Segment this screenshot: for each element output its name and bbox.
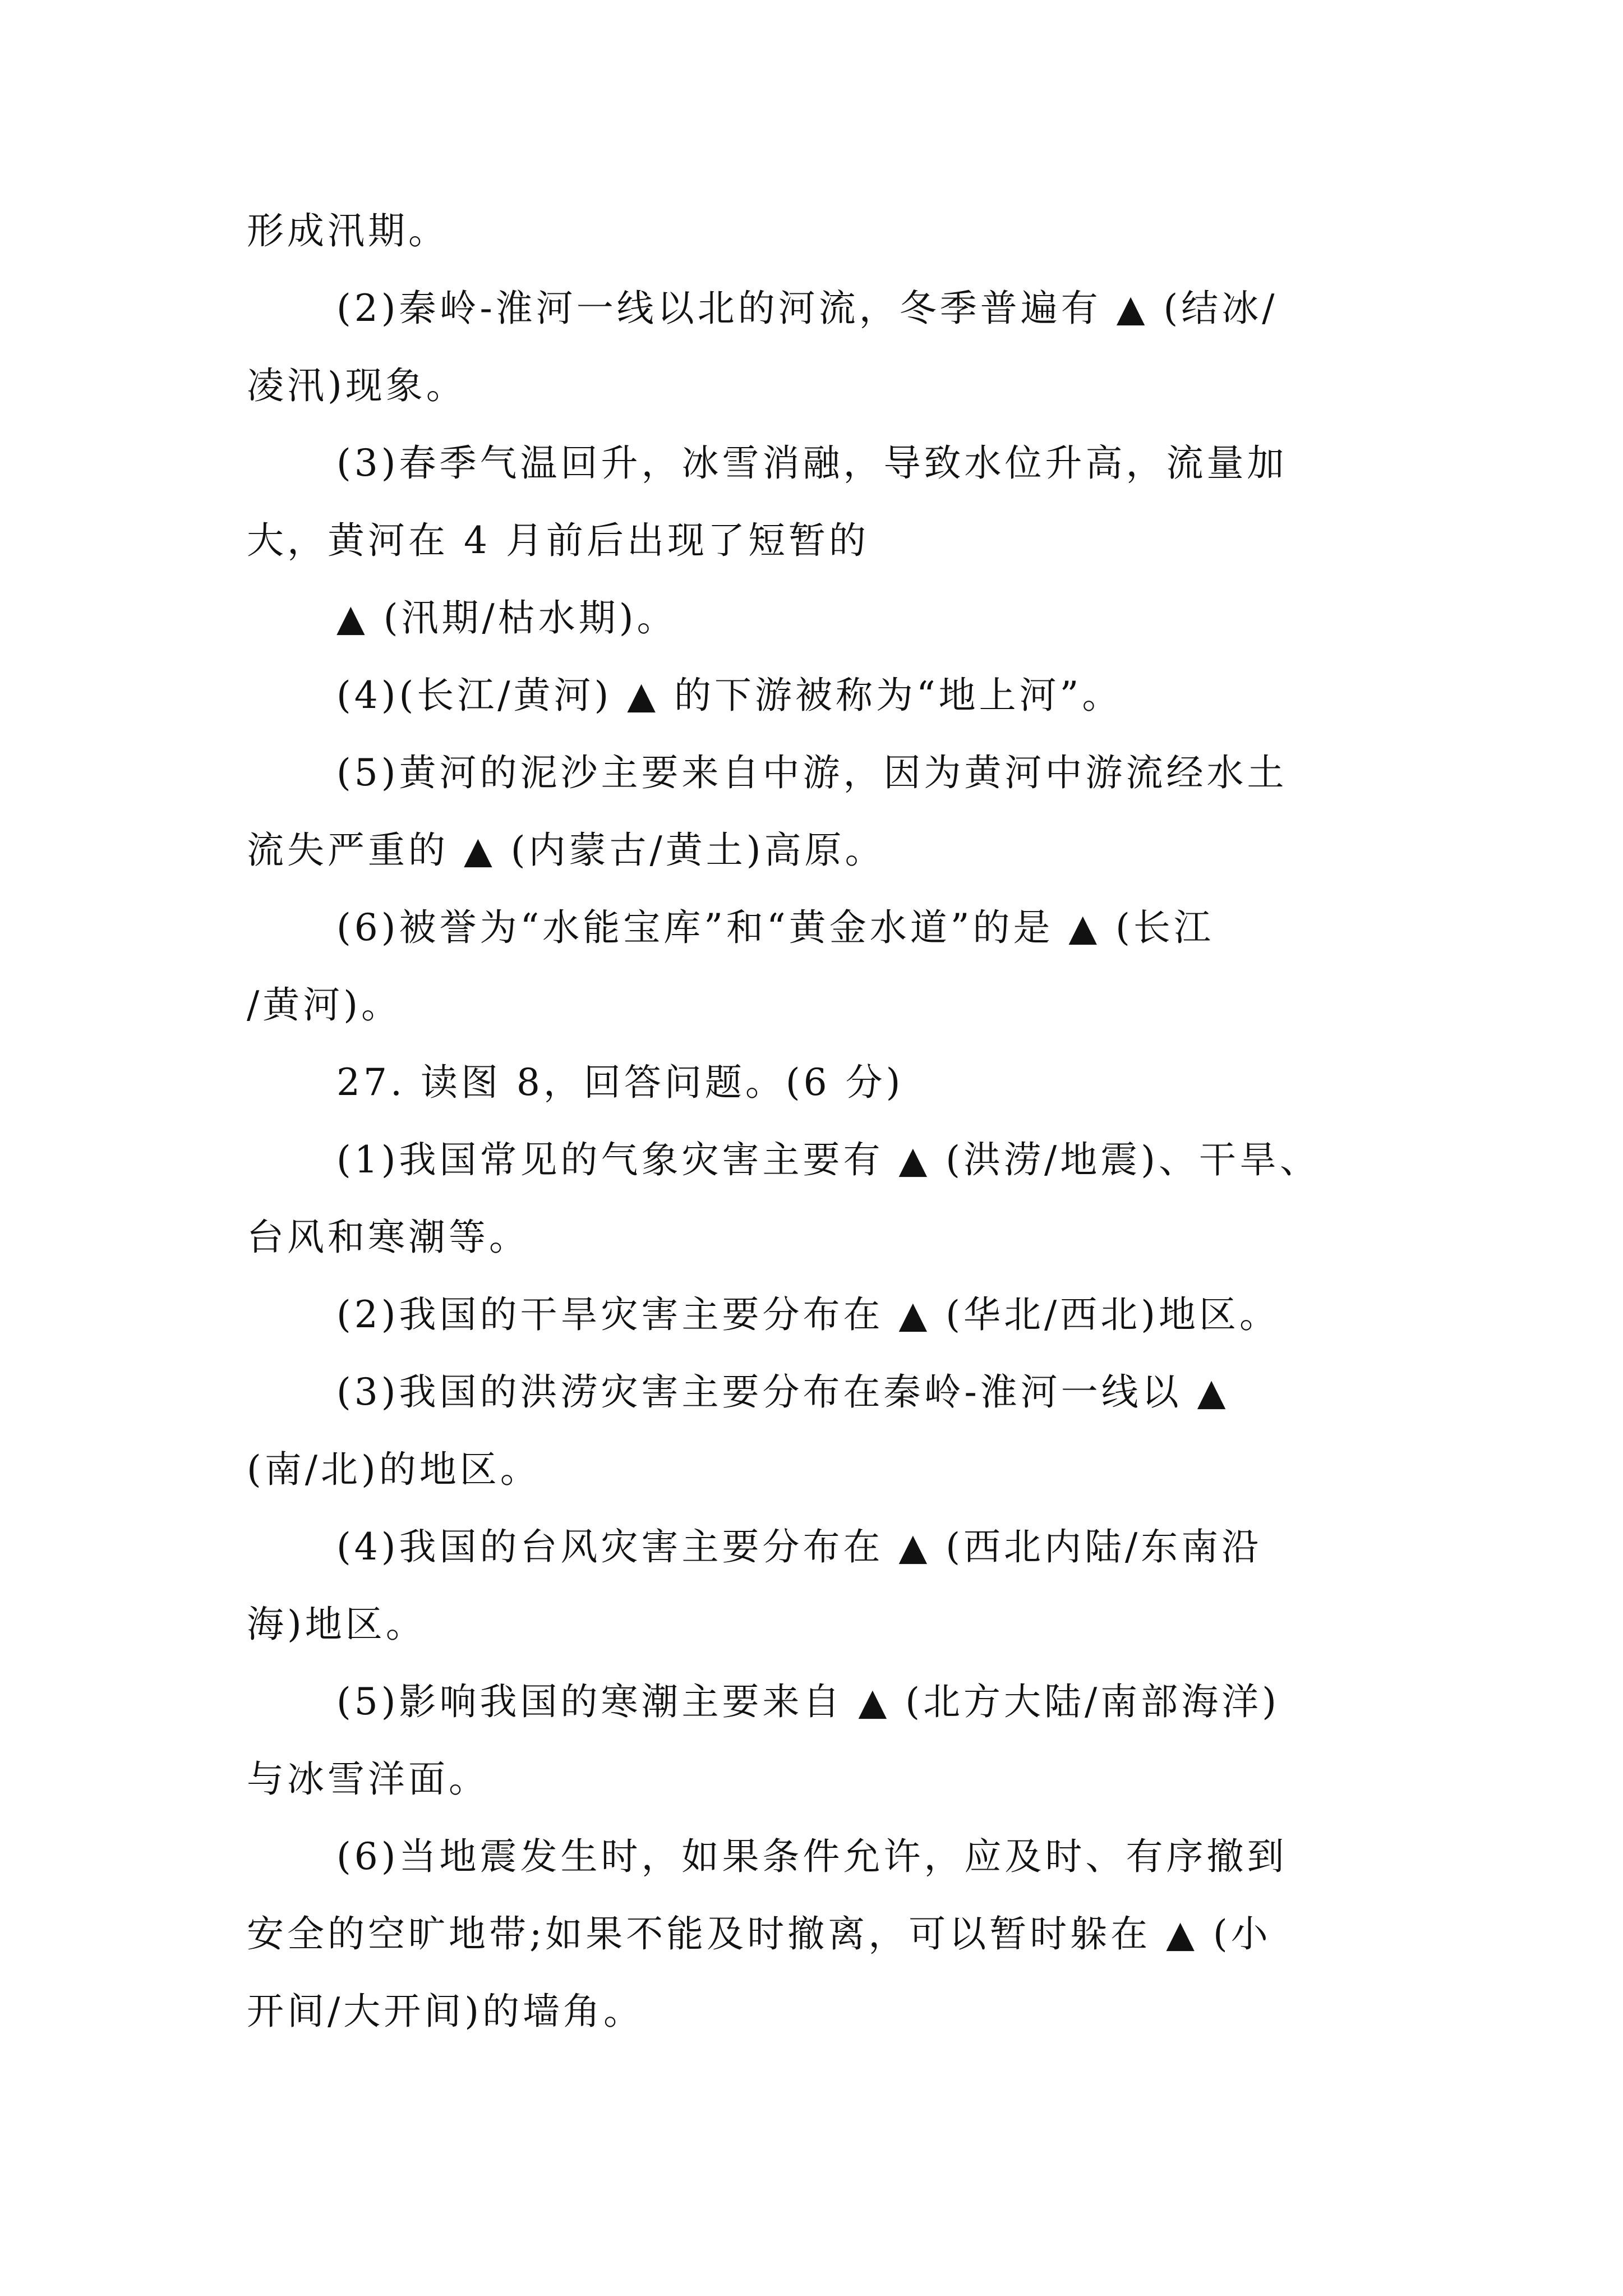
text-line: 开间/大开间)的墙角。: [247, 1990, 644, 2033]
question-2-line: (2)秦岭-淮河一线以北的河流，冬季普遍有 ▲ (结冰/: [336, 287, 1278, 330]
text-line: 安全的空旷地带;如果不能及时撤离，可以暂时躲在 ▲ (小: [247, 1912, 1271, 1955]
question-27-6-line: (6)当地震发生时，如果条件允许，应及时、有序撤到: [336, 1835, 1288, 1878]
text-line: ▲ (汛期/枯水期)。: [336, 596, 677, 639]
question-27-5-line: (5)影响我国的寒潮主要来自 ▲ (北方大陆/南部海洋): [336, 1680, 1280, 1723]
question-3-line: (3)春季气温回升，冰雪消融，导致水位升高，流量加: [336, 441, 1288, 485]
text-line: 与冰雪洋面。: [247, 1757, 489, 1801]
text-line: /黄河)。: [247, 983, 402, 1027]
question-27-4-line: (4)我国的台风灾害主要分布在 ▲ (西北内陆/东南沿: [336, 1525, 1262, 1568]
question-27-heading: 27. 读图 8，回答问题。(6 分): [336, 1061, 904, 1104]
text-line: 形成汛期。: [247, 209, 449, 252]
question-27-2-line: (2)我国的干旱灾害主要分布在 ▲ (华北/西北)地区。: [336, 1293, 1280, 1336]
question-27-1-line: (1)我国常见的气象灾害主要有 ▲ (洪涝/地震)、干旱、: [336, 1138, 1320, 1181]
text-line: 台风和寒潮等。: [247, 1216, 529, 1259]
text-line: (南/北)的地区。: [247, 1448, 541, 1491]
text-line: 大，黄河在 4 月前后出现了短暂的: [247, 519, 869, 562]
question-27-3-line: (3)我国的洪涝灾害主要分布在秦岭-淮河一线以 ▲: [336, 1370, 1229, 1414]
question-5-line: (5)黄河的泥沙主要来自中游，因为黄河中游流经水土: [336, 751, 1288, 794]
question-4-line: (4)(长江/黄河) ▲ 的下游被称为“地上河”。: [336, 674, 1123, 717]
question-6-line: (6)被誉为“水能宝库”和“黄金水道”的是 ▲ (长江: [336, 906, 1214, 949]
text-line: 海)地区。: [247, 1603, 426, 1646]
text-line: 凌汛)现象。: [247, 364, 467, 407]
text-line: 流失严重的 ▲ (内蒙古/黄土)高原。: [247, 829, 886, 872]
